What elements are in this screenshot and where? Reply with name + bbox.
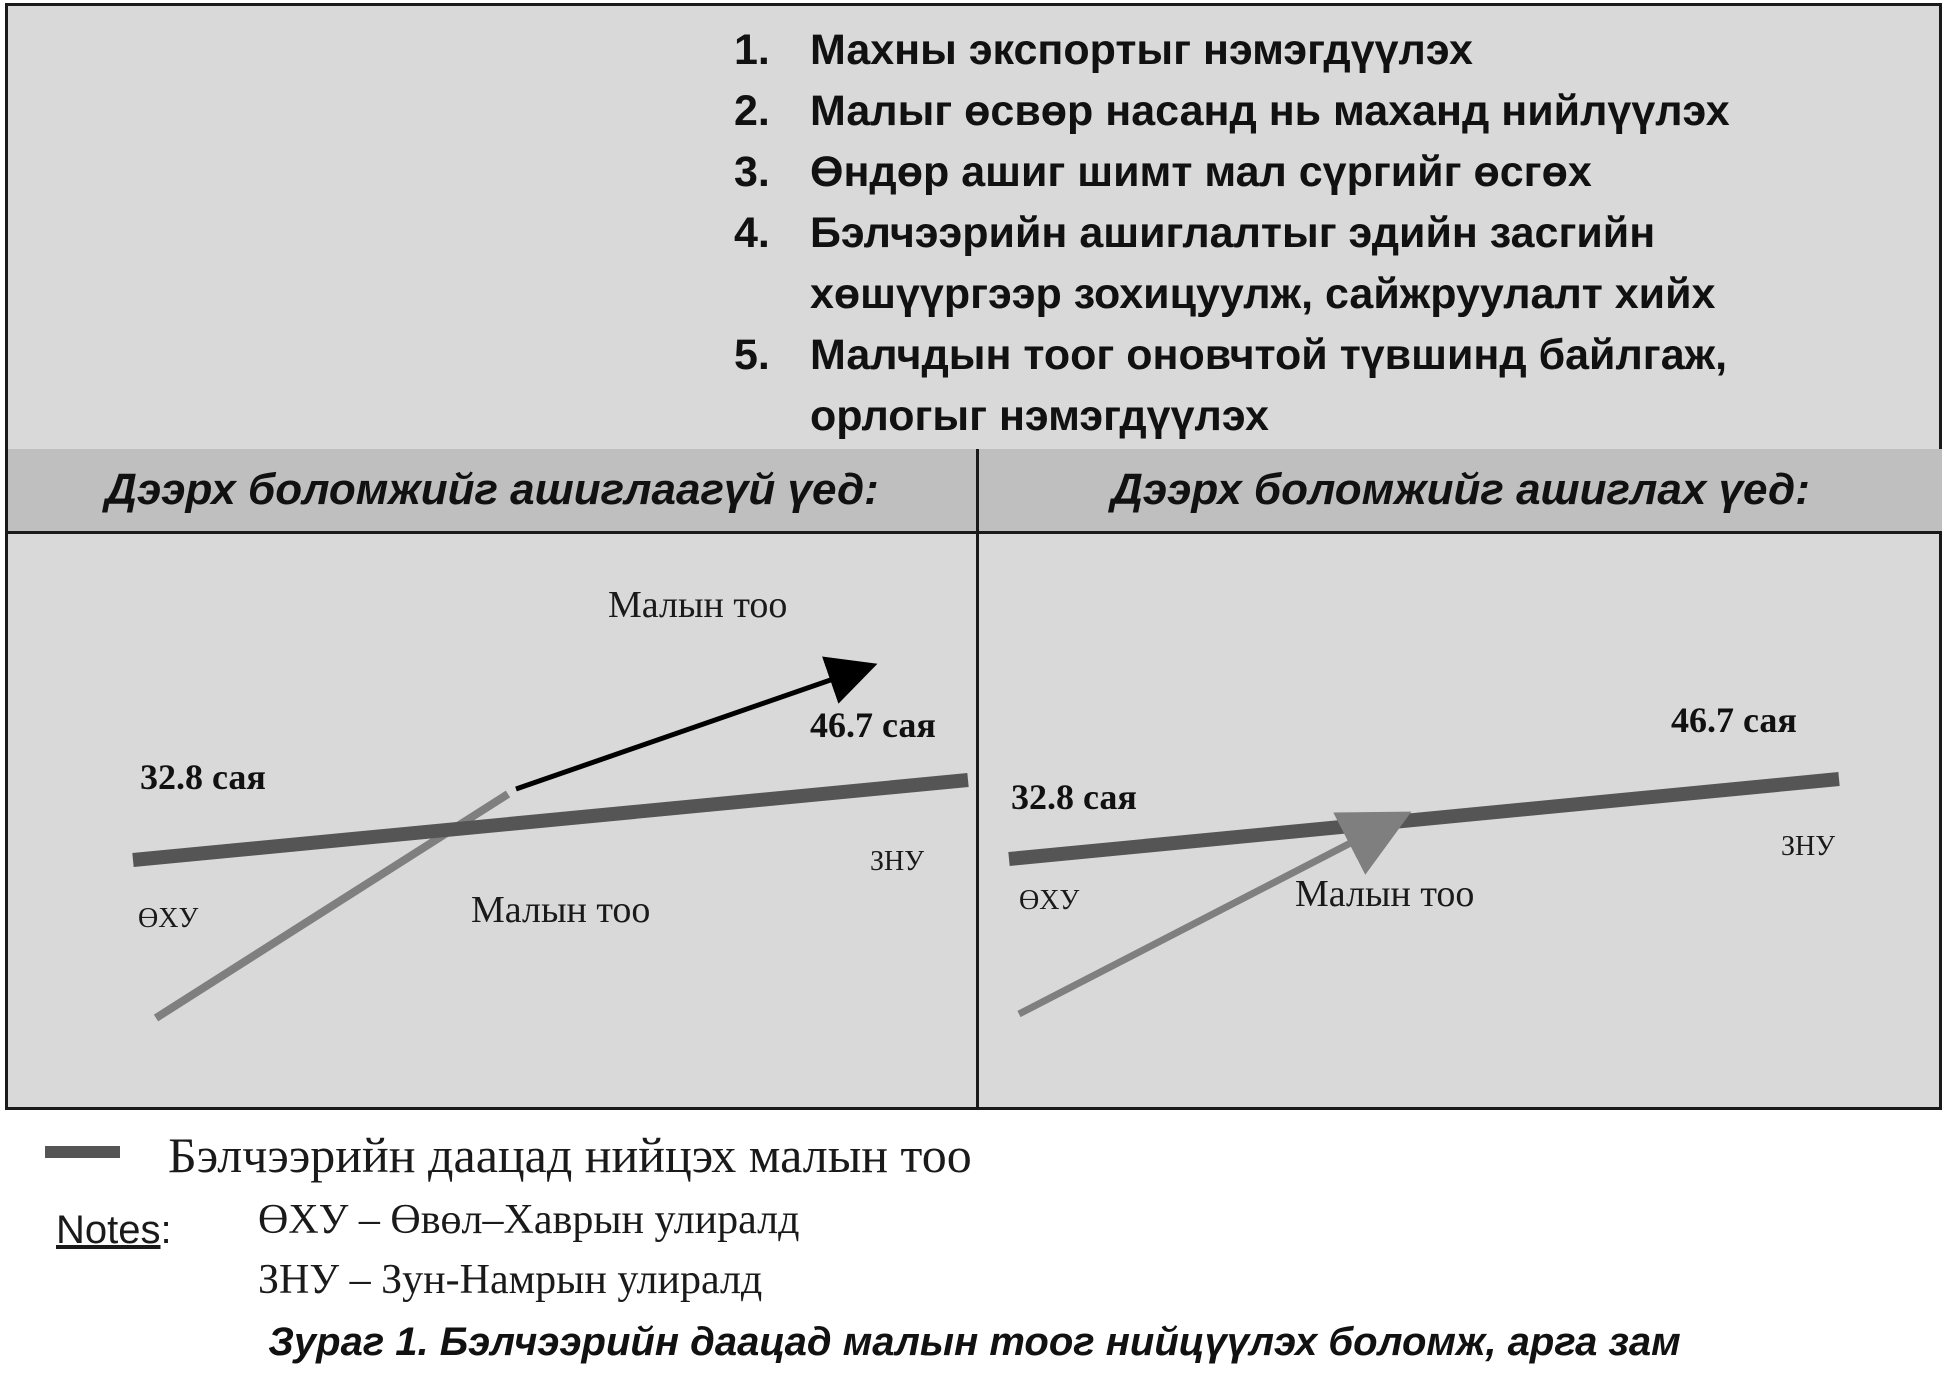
capacity-end-value: [810, 705, 936, 745]
strategies-box: [5, 3, 1942, 452]
strategy-text: Малчдын тоог оновчтой түвшинд байлгаж, орлогыг нэмэгдүүлэх: [810, 331, 1728, 440]
panel-diagram: [979, 534, 1942, 1107]
notes-label-colon: :: [160, 1208, 172, 1252]
strategy-item: [728, 203, 1908, 325]
strategy-text: Бэлчээрийн ашиглалтыг эдийн засгийн хөшүүргээр зохицуулж, сайжруулалт хийх: [810, 209, 1716, 318]
capacity-end-unit: сая: [873, 705, 936, 745]
capacity-end-unit: сая: [1734, 700, 1797, 740]
comparison-panels: [5, 449, 1942, 1110]
livestock-label-bottom: Малын тоо: [471, 889, 651, 931]
notes-label: [56, 1208, 172, 1253]
figure-caption: Зураг 1. Бэлчээрийн даацад малын тоог нийцүүлэх боломж, арга зам: [268, 1320, 1681, 1364]
strategy-item: [728, 325, 1908, 447]
capacity-start-value: 32.8 сая: [140, 757, 266, 797]
strategy-text: Малыг өсвөр насанд нь маханд нийлүүлэх: [810, 87, 1730, 135]
note-winter-spring: ӨХУ – Өвөл–Хаврын улиралд: [258, 1197, 800, 1243]
panel-with-measures: [979, 449, 1942, 1107]
season-start-label: ӨХУ: [1019, 885, 1080, 916]
notes-label-text: Notes: [56, 1208, 161, 1252]
legend-capacity-swatch: [45, 1146, 120, 1158]
strategy-number: 3.: [734, 148, 770, 196]
strategy-number: 4.: [734, 209, 770, 257]
strategy-number: 1.: [734, 26, 770, 74]
strategy-text: Махны экспортыг нэмэгдүүлэх: [810, 26, 1473, 74]
scenario-diagram: [8, 534, 976, 1107]
note-summer-autumn: ЗНУ – Зун-Намрын улиралд: [258, 1257, 763, 1303]
panel-diagram: [8, 534, 976, 1107]
season-start-label: ӨХУ: [138, 903, 199, 934]
panel-title: Дээрх боломжийг ашиглах үед:: [979, 449, 1942, 534]
scenario-diagram: [979, 534, 1942, 1107]
capacity-end-number: 46.7: [810, 705, 873, 745]
strategies-list: [728, 20, 1908, 447]
season-end-label: ЗНУ: [870, 846, 925, 877]
season-end-label: ЗНУ: [1781, 831, 1836, 862]
panel-without-measures: [8, 449, 979, 1107]
strategy-item: [728, 81, 1908, 142]
capacity-end-number: 46.7: [1671, 700, 1734, 740]
strategy-text: Өндөр ашиг шимт мал сүргийг өсгөх: [810, 148, 1592, 196]
livestock-label-top: Малын тоо: [608, 584, 788, 626]
strategy-number: 2.: [734, 87, 770, 135]
legend-capacity-label: Бэлчээрийн даацад нийцэх малын тоо: [168, 1127, 972, 1183]
strategy-number: 5.: [734, 331, 770, 379]
panel-title: Дээрх боломжийг ашиглаагүй үед:: [8, 449, 976, 534]
capacity-start-value: 32.8 сая: [1011, 777, 1137, 817]
capacity-end-value: [1671, 700, 1797, 740]
strategy-item: [728, 142, 1908, 203]
strategy-item: [728, 20, 1908, 81]
livestock-label: Малын тоо: [1295, 873, 1475, 915]
